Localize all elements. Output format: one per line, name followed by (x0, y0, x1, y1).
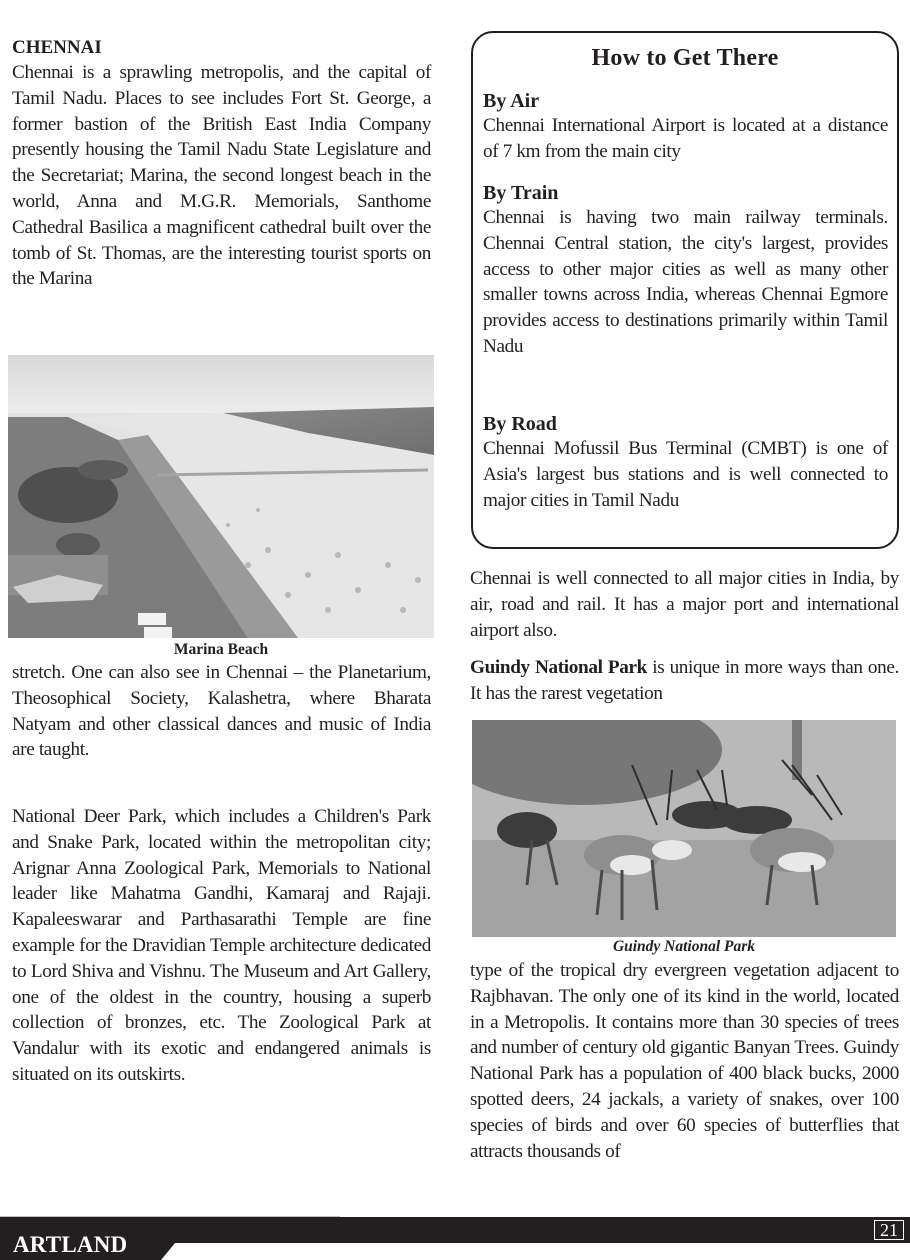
by-train-heading: By Train (483, 182, 559, 204)
box-title: How to Get There (591, 45, 779, 71)
left-column (12, 36, 431, 318)
by-road-text: Chennai Mofussil Bus Terminal (CMBT) is one of Asia's largest bus stations and is well connected to major cities in Tamil Nadu (483, 438, 888, 511)
chennai-continuation-paragraph: stretch. One can also see in Chennai – the Planetarium, Theosophical Society, Kalashetra, where Bharata Natyam and other classical dances and music of India are taught. (12, 662, 431, 761)
section-heading-chennai: CHENNAI (12, 37, 102, 58)
attractions-paragraph: National Deer Park, which includes a Children's Park and Snake Park, located within the metropolitan city; Arignar Anna Zoological Park, Memorials to National leader like Mahatma Gandhi, Kamaraj and Rajaji. Kapaleeswarar and Parthasarathi Temple are fine example for the Dravidian Temple architecture dedicated to Lord Shiva and Vishnu. The Museum and Art Gallery, one of the oldest in the country, housing a superb collection of bronzes, etc. The Zoological Park at Vandalur with its exotic and endangered animals is situated on its outskirts. (12, 806, 431, 1085)
guindy-national-park-photo (472, 720, 896, 937)
left-column-continued (12, 660, 431, 763)
right-column-continued (470, 958, 899, 1164)
by-air-section (483, 89, 888, 165)
page-number: 21 (874, 1220, 904, 1240)
by-train-text: Chennai is having two main railway terminals. Chennai Central station, the city's largest, provides access to other major cities as well as many other smaller towns across India, whereas Chennai Egmore provides access to destinations primarily within Tamil Nadu (483, 207, 888, 357)
how-to-get-there-box (471, 31, 899, 549)
by-road-section (483, 412, 888, 513)
guindy-intro-text: is unique in more ways than one. It has the rarest vegetation (470, 657, 899, 705)
by-road-heading: By Road (483, 413, 557, 435)
publisher-brand: ARTLAND (13, 1232, 128, 1257)
marina-beach-caption: Marina Beach (173, 641, 269, 658)
left-column-paragraph-2 (12, 804, 431, 1088)
marina-beach-photo (8, 355, 434, 638)
guindy-intro-paragraph (470, 655, 899, 707)
guindy-continuation-paragraph: type of the tropical dry evergreen vegetation adjacent to Rajbhavan. The only one of its kind in the world, located in a Metropolis. It contains more than 30 species of trees and number of century old gigantic Banyan Trees. Guindy National Park has a population of 400 black bucks, 2000 spotted deers, 24 jackals, a variety of snakes, over 100 species of birds and over 60 species of butterflies that attracts thousands of (470, 960, 899, 1162)
by-air-heading: By Air (483, 90, 540, 112)
by-train-section (483, 181, 888, 360)
by-air-text: Chennai International Airport is located at a distance of 7 km from the main city (483, 115, 888, 162)
chennai-intro-paragraph: Chennai is a sprawling metropolis, and the capital of Tamil Nadu. Places to see includes Fort St. George, a former bastion of the British East India Company presently housing the Tamil Nadu State Legislature and the Secretariat; Marina, the second longest beach in the world, Anna and M.G.R. Memorials, Santhome Cathedral Basilica a magnificent cathedral built over the tomb of St. Thomas, are the interesting tourist sports on the Marina (12, 62, 431, 290)
footer-bar (0, 1217, 910, 1243)
right-column (470, 566, 899, 707)
guindy-caption: Guindy National Park (612, 938, 756, 955)
guindy-bold-term: Guindy National Park (470, 657, 647, 679)
connectivity-paragraph: Chennai is well connected to all major cities in India, by air, road and rail. It has a major port and international airport also. (470, 568, 899, 641)
marina-beach-image (8, 355, 434, 638)
blackbuck-image (472, 720, 896, 937)
